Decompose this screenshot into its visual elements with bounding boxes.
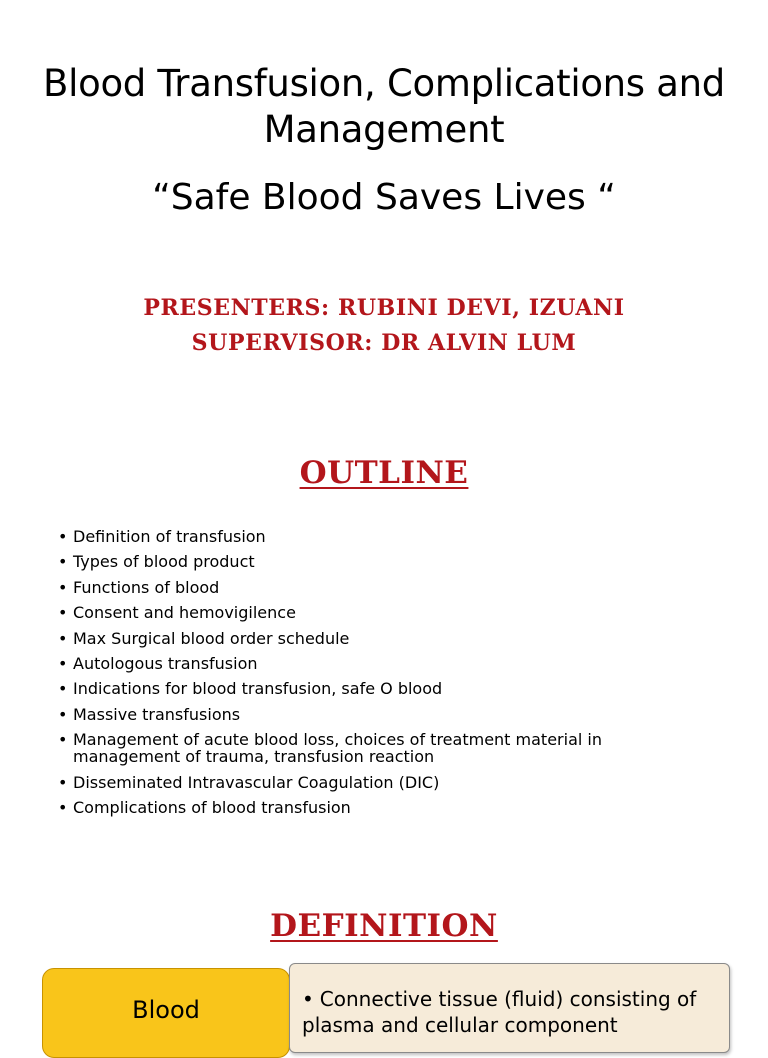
outline-item: • Disseminated Intravascular Coagulation (DIC) [58, 774, 708, 791]
outline-item: • Max Surgical blood order schedule [58, 630, 708, 647]
outline-item: • Indications for blood transfusion, safe O blood [58, 680, 708, 697]
supervisor-line: SUPERVISOR: DR ALVIN LUM [191, 330, 577, 356]
term-box [42, 968, 290, 1058]
definition-box [289, 963, 730, 1053]
outline-item: • Definition of transfusion [58, 528, 708, 545]
outline-heading: OUTLINE [299, 455, 469, 491]
term-label: Blood [132, 996, 200, 1024]
presenters-line: PRESENTERS: RUBINI DEVI, IZUANI [143, 295, 625, 321]
definition-bullet: • [302, 987, 314, 1011]
outline-item: • Complications of blood transfusion [58, 799, 708, 816]
outline-item: • Massive transfusions [58, 706, 708, 723]
slide-title: Blood Transfusion, Complications and Management [43, 61, 725, 151]
outline-item: • Autologous transfusion [58, 655, 708, 672]
outline-list [58, 528, 708, 824]
slogan: “Safe Blood Saves Lives “ [152, 177, 616, 218]
definition-heading: DEFINITION [270, 908, 498, 944]
outline-item: • Management of acute blood loss, choices of treatment material in management of trauma, transfusion reaction [58, 731, 708, 765]
outline-item: • Types of blood product [58, 553, 708, 570]
definition-text: Connective tissue (fluid) consisting of plasma and cellular component [302, 987, 697, 1037]
outline-item: • Consent and hemovigilence [58, 604, 708, 621]
outline-item: • Functions of blood [58, 579, 708, 596]
